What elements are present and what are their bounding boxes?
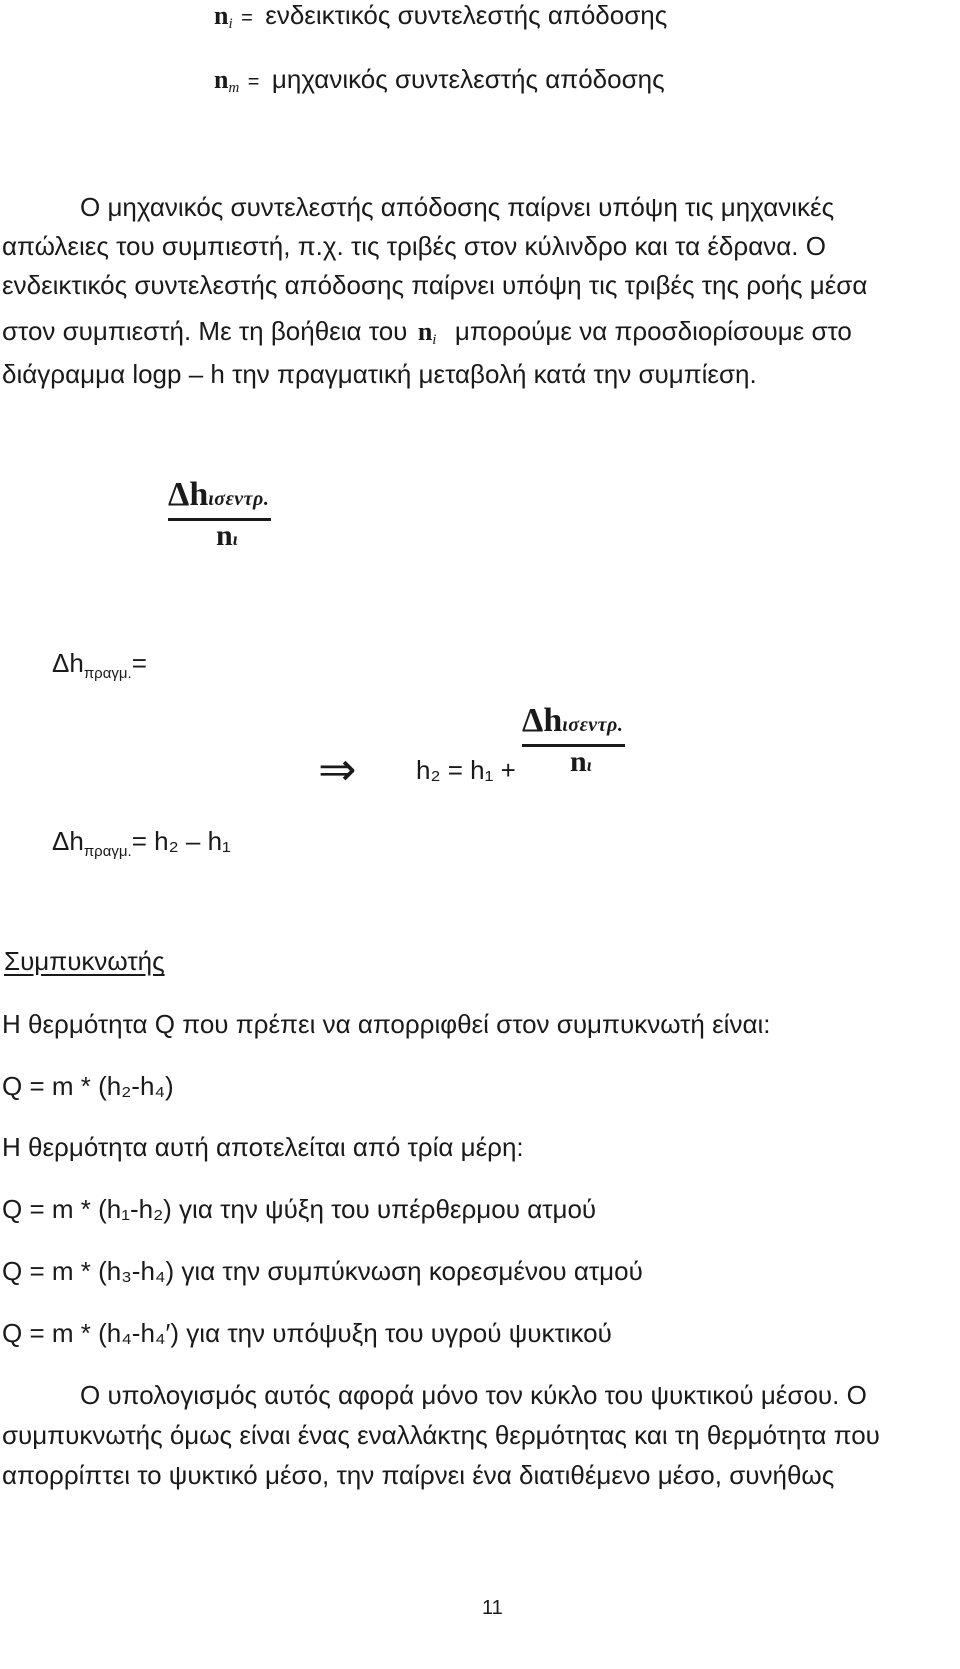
nm-equals: = [247,71,260,93]
paragraph1-line4-start: στον συμπιεστή. Με τη βοήθεια του [2,316,408,346]
paragraph1-line5: διάγραμμα logp – h την πραγματική μεταβολή κατά την συμπίεση. [2,359,757,389]
condenser-equation-3: Q = m * (h₄-h₄′) για την υπόψυξη του υγρού ψυκτικού [2,1318,612,1348]
ni-definition-text: ενδεικτικός συντελεστής απόδοσης [265,0,668,30]
paragraph2-line3: απορρίπτει το ψυκτικό μέσο, την παίρνει ένα διατιθέμενο μέσο, συνήθως [2,1460,835,1490]
ni-inline-symbol: $n_i$ [417,317,437,348]
condenser-intro: Η θερμότητα Q που πρέπει να απορριφθεί στον συμπυκνωτή είναι: [2,1009,771,1039]
paragraph2-line1: Ο υπολογισμός αυτός αφορά μόνο τον κύκλο του ψυκτικού μέσου. Ο [80,1380,867,1410]
paragraph1-line4-end: μπορούμε να προσδιορίσουμε στο [454,316,852,346]
dh-real-label: $\Delta h_{\pi\rho\alpha\gamma\mu.}=$ [52,648,147,682]
section-heading-condenser: Συμπυκνωτής [4,946,165,976]
fraction-isentropic-over-ni-2 [522,704,625,780]
paragraph2-line2: συμπυκνωτής όμως είναι ένας εναλλάκτης θερμότητας και τη θερμότητα που [2,1420,880,1450]
implies-arrow: ⇒ [318,742,357,796]
ni-equals: = [241,7,253,29]
paragraph1-line3: ενδεικτικός συντελεστής απόδοσης παίρνει υπόψη τις τριβές της ροής μέσα [2,270,868,300]
dh-real-definition: $\Delta h_{\pi\rho\alpha\gamma\mu.}= h_2 - h_1$ [52,826,231,860]
nm-symbol: $n_m$ [214,65,240,96]
condenser-equation-1: Q = m * (h₁-h₂) για την ψύξη του υπέρθερμου ατμού [2,1194,597,1224]
condenser-equation-2: Q = m * (h₃-h₄) για την συμπύκνωση κορεσμένου ατμού [2,1256,643,1286]
definition-ni [214,0,667,33]
paragraph1-line4 [2,316,852,349]
fraction-denominator: nι [216,519,238,552]
fraction-numerator: Δhισεντρ. [168,478,271,521]
fraction2-denominator: nι [570,745,592,778]
page-number: 11 [482,1597,503,1619]
fraction-isentropic-over-ni [168,478,271,554]
fraction2-numerator: Δhισεντρ. [522,704,625,747]
condenser-total-equation: Q = m * (h₂-h₄) [2,1071,174,1101]
h2-equation: h₂ = h₁ + [416,755,516,785]
condenser-parts-intro: Η θερμότητα αυτή αποτελείται από τρία μέρη: [2,1132,524,1162]
nm-definition-text: μηχανικός συντελεστής απόδοσης [271,64,665,94]
paragraph1-line2: απώλειες του συμπιεστή, π.χ. τις τριβές στον κύλινδρο και τα έδρανα. Ο [2,231,826,261]
definition-nm [214,64,665,97]
paragraph1-line1: Ο μηχανικός συντελεστής απόδοσης παίρνει υπόψη τις μηχανικές [80,192,835,222]
ni-symbol: $n_i$ [214,1,233,32]
